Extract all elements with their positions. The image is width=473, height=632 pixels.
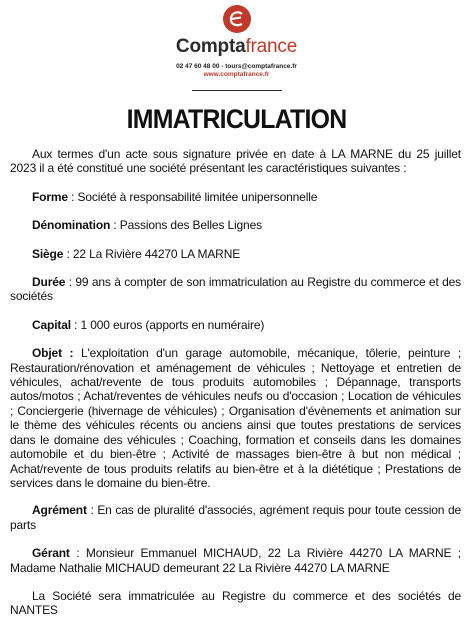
field-capital	[10, 318, 461, 332]
header-divider	[192, 90, 282, 91]
intro-paragraph: Aux termes d'un acte sous signature privée en date à LA MARNE du 25 juillet 2023 il a été constitué une société présentant les caractéristiques suivantes :	[10, 147, 461, 176]
duree-value: : 99 ans à compter de son immatriculation au Registre du commerce et des sociétés	[10, 275, 461, 304]
contact-info	[0, 63, 473, 79]
gerant-value: : Monsieur Emmanuel MICHAUD, 22 La Rivière 44270 LA MARNE ; Madame Nathalie MICHAUD demeurant 22 La Rivière 44270 LA MARNE	[10, 546, 461, 575]
siege-label: Siège	[32, 246, 64, 261]
forme-label: Forme	[32, 189, 68, 204]
siege-value: : 22 La Rivière 44270 LA MARNE	[63, 246, 241, 261]
field-siege	[10, 247, 461, 261]
brand-name	[0, 36, 473, 58]
field-duree	[10, 275, 461, 304]
forme-value: : Société à responsabilité limitée unipersonnelle	[67, 189, 318, 204]
duree-label: Durée	[32, 275, 66, 290]
website-link[interactable]: www.comptafrance.fr	[203, 71, 270, 78]
objet-value: L'exploitation d'un garage automobile, mécanique, tôlerie, peinture ; Restauration/rénovation et aménagement de véhicules ; Nettoyage et entretien de véhicules, achat/revente de tous produits automobiles ; Dépannage, transports autos/motos ; Achat/reventes de véhicules neufs ou d'occasion ; Location de véhicules ; Conciergerie (hivernage de véhicules) ; Organisation d'évènements et animation sur le thème des véhicules récents ou anciens ainsi que toutes prestations de services dans le domaine des véhicules ; Coaching, formation et conseils dans les domaines automobile et du bien-être ; Activité de massages bien-être à but non médical ; Achat/revente de tous produits relatifs au bien-être et à la diététique ; Prestations de services dans le domaine du bien-être.	[10, 346, 461, 490]
comptafrance-logo-icon	[222, 4, 252, 34]
denomination-label: Dénomination	[32, 218, 111, 233]
field-denomination	[10, 218, 461, 232]
agrement-value: : En cas de pluralité d'associés, agrément requis pour toute cession de parts	[10, 503, 461, 532]
brand-name-part1: Compta	[175, 36, 246, 57]
field-forme	[10, 190, 461, 204]
field-objet	[10, 346, 461, 490]
page-title: IMMATRICULATION	[126, 104, 347, 134]
closing-paragraph: La Société sera immatriculée au Registre du commerce et des sociétés de NANTES	[10, 588, 461, 618]
brand-name-part2: france	[245, 36, 298, 57]
contact-line: 02 47 60 48 00 - tours@comptafrance.fr	[176, 63, 297, 70]
capital-label: Capital	[32, 317, 71, 332]
objet-label: Objet :	[32, 346, 74, 361]
notice-body	[10, 147, 461, 632]
denomination-value: : Passions des Belles Lignes	[110, 218, 262, 233]
capital-value: : 1 000 euros (apports en numéraire)	[70, 317, 265, 332]
field-agrement	[10, 503, 461, 532]
gerant-label: Gérant	[32, 546, 70, 561]
agrement-label: Agrément	[32, 503, 87, 518]
field-gerant	[10, 546, 461, 575]
